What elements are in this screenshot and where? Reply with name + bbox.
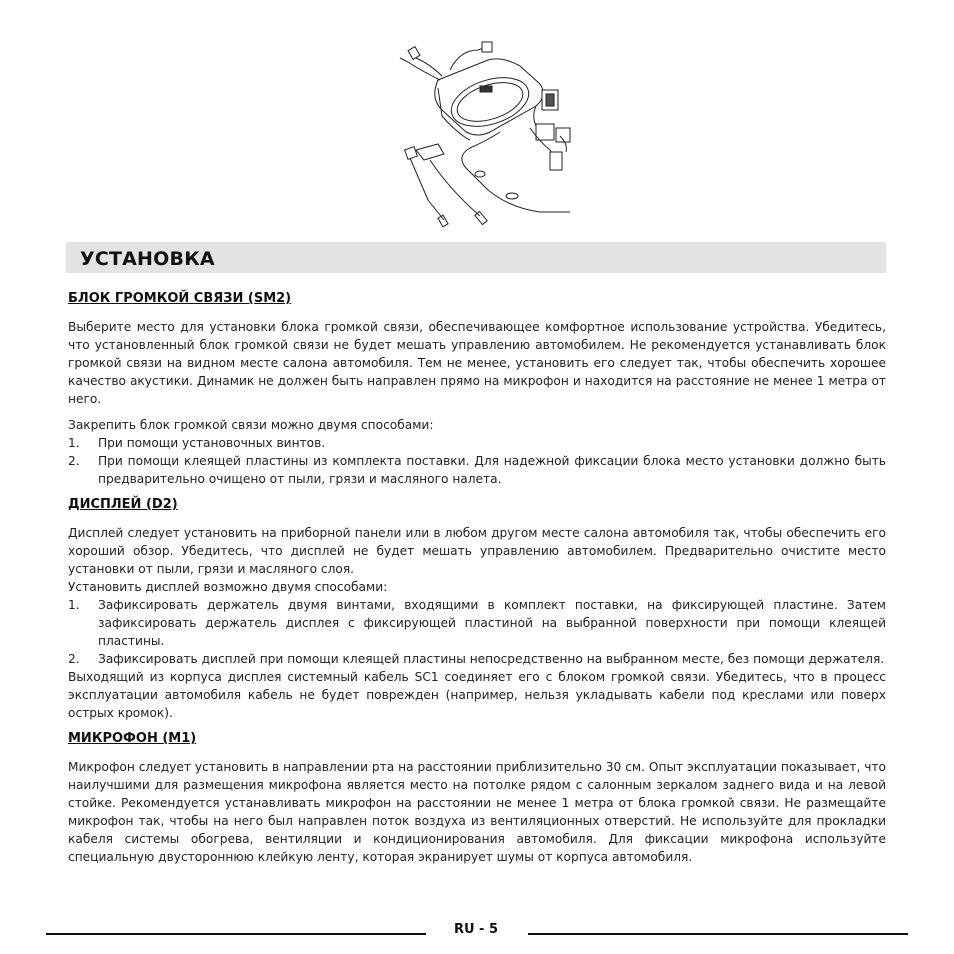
d2-paragraph-1: Дисплей следует установить на приборной панели или в любом другом месте салона автомобиля так, чтобы обеспечить его хороший обзор. Убедитесь, что дисплей не будет мешать управлению автомобилем. Предварительно очистите место установки от пыли, грязи и масляного слоя. — [68, 526, 886, 576]
list-item: 1. Зафиксировать держатель двумя винтами, входящими в комплект поставки, на фиксирующей пластине. Затем зафиксировать держатель дисплея с фиксирующей пластиной на выбранной поверхности при помощи клеящей пластины. — [68, 598, 886, 648]
footer-rule-left — [46, 933, 426, 935]
sm2-list — [68, 434, 886, 488]
d2-section — [68, 495, 886, 722]
device-illustration — [380, 40, 580, 230]
sm2-paragraph-1: Выберите место для установки блока громкой связи, обеспечивающее комфортное использование устройства. Убедитесь, что установленный блок громкой связи не будет мешать управлению автомобилем. Не рекомендуется устанавливать блок громкой связи на видном месте салона автомобиля. Тем не менее, установить его следует так, чтобы обеспечить хорошее качество акустики. Динамик не должен быть направлен прямо на микрофон и находится на расстояние не менее 1 метра от него. — [68, 320, 886, 406]
main-content — [68, 289, 886, 873]
sm2-paragraph-2: Закрепить блок громкой связи можно двумя способами: — [68, 418, 434, 432]
m1-heading: МИКРОФОН (M1) — [68, 731, 197, 746]
section-title: УСТАНОВКА — [80, 248, 215, 270]
d2-paragraph-3: Выходящий из корпуса дисплея системный кабель SC1 соединяет его с блоком громкой связи. Убедитесь, что в процесс эксплуатации автомобиля кабель не будет поврежден (например, нельзя укладывать кабели под креслами или поверх острых кромок). — [68, 670, 886, 720]
footer-rule-right — [528, 933, 908, 935]
section-header-bar — [66, 242, 886, 273]
d2-list — [68, 596, 886, 668]
sm2-section — [68, 289, 886, 488]
list-item: 2. Зафиксировать дисплей при помощи клеящей пластины непосредственно на выбранном месте, без помощи держателя. — [68, 652, 885, 666]
sm2-heading: БЛОК ГРОМКОЙ СВЯЗИ (SM2) — [68, 291, 292, 306]
m1-paragraph-1: Микрофон следует установить в направлении рта на расстоянии приблизительно 30 см. Опыт эксплуатации показывает, что наилучшими для размещения микрофона является место на потолке рядом с салонным зеркалом заднего вида и на левой стойке. Рекомендуется устанавливать микрофон на расстоянии не менее 1 метра от блока громкой связи. Не размещайте микрофон так, чтобы на него был направлен поток воздуха из вентиляционных отверстий. Не используйте для прокладки кабеля системы обогрева, вентиляции и кондиционирования автомобиля. Для фиксации микрофона используйте специальную двустороннюю клейкую ленту, которая экранирует шумы от корпуса автомобиля. — [68, 760, 886, 864]
list-item: 1. При помощи установочных винтов. — [68, 436, 326, 450]
m1-section — [68, 729, 886, 866]
page-number: RU - 5 — [453, 922, 499, 937]
d2-heading: ДИСПЛЕЙ (D2) — [68, 497, 178, 512]
list-item: 2. При помощи клеящей пластины из комплекта поставки. Для надежной фиксации блока место установки должно быть предварительно очищено от пыли, грязи и масляного налета. — [68, 454, 886, 486]
d2-paragraph-2: Установить дисплей возможно двумя способами: — [68, 580, 388, 594]
